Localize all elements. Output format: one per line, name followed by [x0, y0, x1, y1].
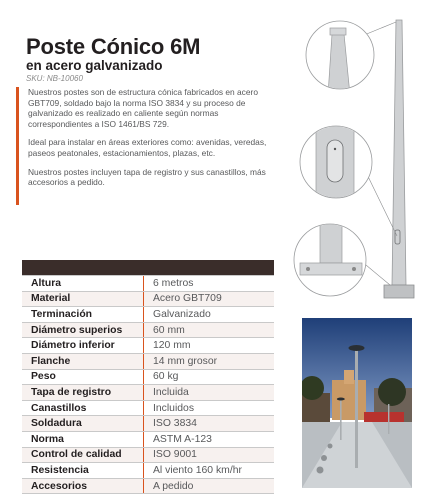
spec-value: 60 kg	[144, 369, 275, 385]
spec-value: Al viento 160 km/hr	[144, 463, 275, 479]
detail-circle-base	[294, 215, 366, 296]
spec-value: Incluida	[144, 385, 275, 401]
detail-circle-door	[300, 120, 372, 210]
product-sku: SKU: NB-10060	[26, 74, 83, 83]
spec-label: Material	[22, 291, 144, 307]
detail-circle-top	[306, 21, 374, 95]
spec-value: ISO 9001	[144, 447, 275, 463]
description-paragraph-3: Nuestros postes incluyen tapa de registro y sus canastillos, más accesorios a pedido.	[28, 166, 266, 188]
product-description	[16, 87, 274, 205]
specs-header-bar	[22, 260, 274, 276]
spec-row	[22, 338, 274, 354]
spec-value: Acero GBT709	[144, 291, 275, 307]
spec-value: 60 mm	[144, 322, 275, 338]
spec-value: Galvanizado	[144, 307, 275, 323]
spec-label: Accesorios	[22, 478, 144, 494]
spec-value: ASTM A-123	[144, 432, 275, 448]
pole-base-plate	[384, 285, 414, 298]
spec-label: Tapa de registro	[22, 385, 144, 401]
pole-technical-drawing	[280, 0, 431, 310]
pole-shaft	[392, 20, 406, 285]
spec-row	[22, 307, 274, 323]
spec-value: 6 metros	[144, 276, 275, 292]
spec-row	[22, 447, 274, 463]
spec-value: 120 mm	[144, 338, 275, 354]
spec-label: Altura	[22, 276, 144, 292]
spec-label: Soldadura	[22, 416, 144, 432]
specs-header-bar-cell	[22, 260, 274, 276]
spec-label: Peso	[22, 369, 144, 385]
spec-value: ISO 3834	[144, 416, 275, 432]
spec-value: 14 mm grosor	[144, 354, 275, 370]
product-title: Poste Cónico 6M	[26, 34, 201, 59]
spec-row	[22, 416, 274, 432]
spec-label: Diámetro superios	[22, 322, 144, 338]
street-photo	[302, 318, 412, 488]
spec-row	[22, 276, 274, 292]
spec-row	[22, 369, 274, 385]
spec-row	[22, 385, 274, 401]
spec-label: Resistencia	[22, 463, 144, 479]
spec-label: Canastillos	[22, 400, 144, 416]
spec-row	[22, 322, 274, 338]
description-paragraph-1: Nuestros postes son de estructura cónica fabricados en acero GBT709, soldado bajo la norma ISO 3834 y su proceso de galvanizado es realizado en caliente según normas correspondientes a ISO 1461/BS 729.	[28, 87, 258, 129]
spec-label: Control de calidad	[22, 447, 144, 463]
description-paragraph-2: Ideal para instalar en áreas exteriores como: avenidas, veredas, paseos peatonales, estacionamientos, plazas, etc.	[28, 137, 267, 158]
specs-table-body	[22, 260, 274, 494]
product-subtitle: en acero galvanizado	[26, 58, 163, 73]
spec-label: Diámetro inferior	[22, 338, 144, 354]
spec-row	[22, 291, 274, 307]
spec-row	[22, 432, 274, 448]
spec-row	[22, 478, 274, 494]
spec-value: A pedido	[144, 478, 275, 494]
spec-label: Norma	[22, 432, 144, 448]
spec-row	[22, 400, 274, 416]
spec-value: Incluidos	[144, 400, 275, 416]
spec-label: Terminación	[22, 307, 144, 323]
specs-table	[22, 260, 274, 494]
spec-row	[22, 354, 274, 370]
spec-row	[22, 463, 274, 479]
spec-label: Flanche	[22, 354, 144, 370]
